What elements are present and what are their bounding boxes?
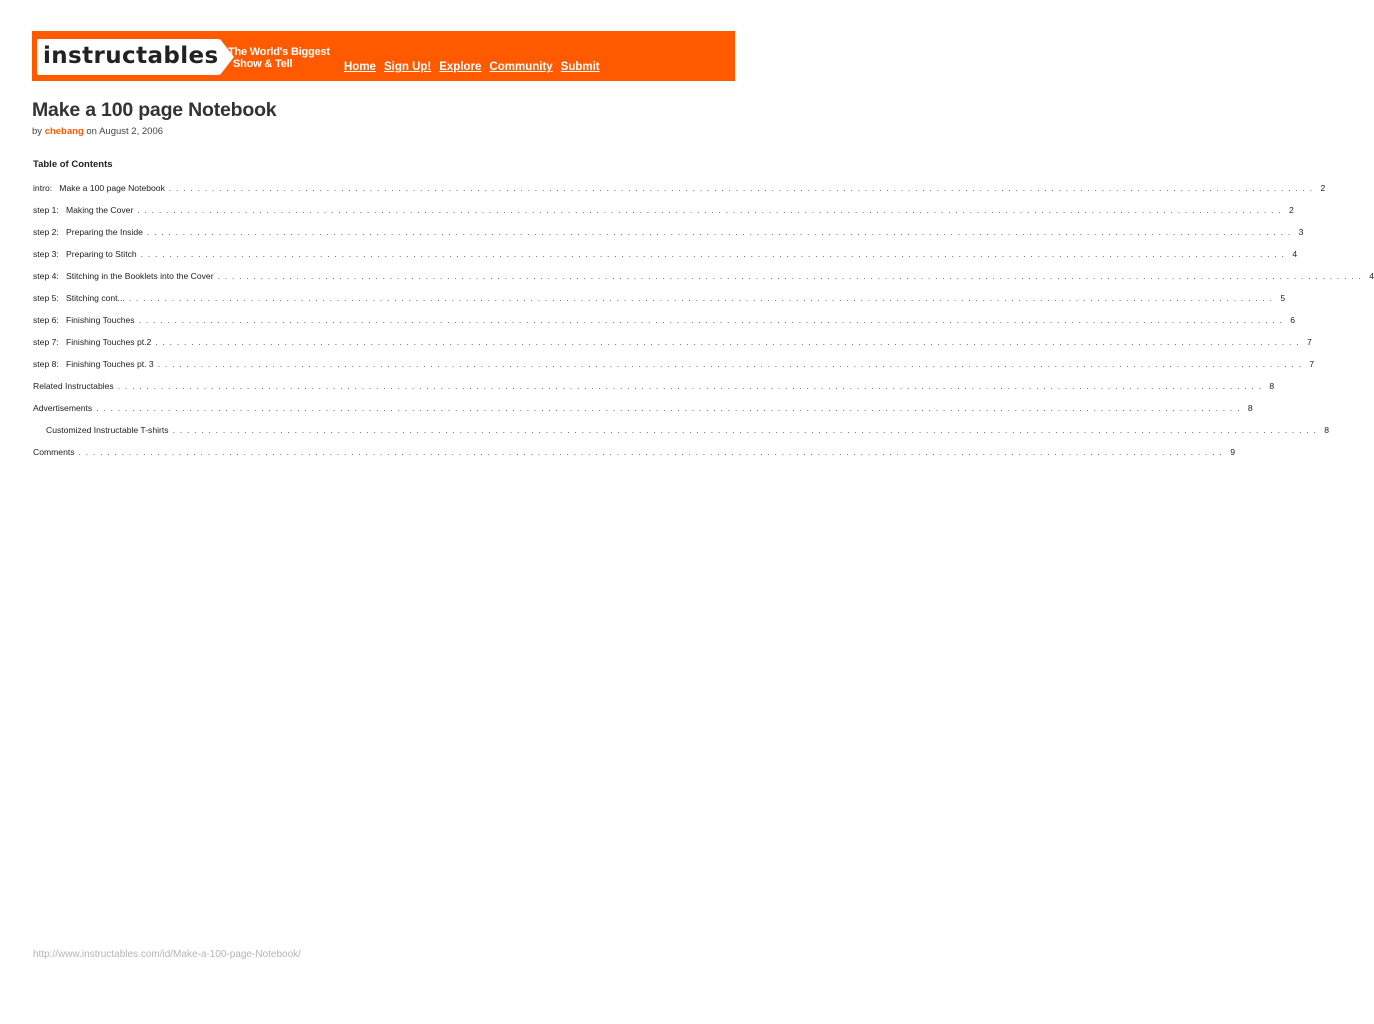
toc-entry-label: Make a 100 page Notebook — [59, 183, 165, 193]
toc-entry-page: 5 — [1280, 293, 1286, 303]
toc-entry-page: 4 — [1369, 271, 1374, 281]
toc-entry-page: 2 — [1289, 205, 1294, 215]
toc-entry-prefix: step 7: — [33, 337, 66, 347]
byline-by: by — [32, 126, 43, 137]
tagline-line-2: Show & Tell — [233, 58, 293, 70]
toc-entry-prefix: step 1: — [33, 205, 66, 215]
toc-entry[interactable] — [33, 177, 1326, 199]
toc-heading: Table of Contents — [33, 159, 113, 170]
toc-entry[interactable] — [33, 199, 1294, 221]
toc-entry-label: Stitching cont... — [65, 293, 125, 303]
toc-entry-label: Related Instructables — [33, 381, 114, 391]
toc-entry[interactable] — [33, 221, 1304, 243]
table-of-contents — [33, 177, 1374, 463]
publish-date: August 2, 2006 — [99, 126, 164, 137]
toc-entry[interactable] — [33, 309, 1296, 331]
byline — [32, 126, 163, 137]
toc-leader-dots: . . . . . . . . . . . . . . . . . . . . . . . . . . . . . . . . . . . . . . . . . . . . . . . . . . . . . . . . . . . . . . . . . . . . . . . . . . . . . . . . . . . . . . . . . . . . . . . . . . . . . . . . . . . . . . . . . . . . . . . . . . . . . . . . . . . . . . . . . . . . . . . . . . . . . . . . . . . . . . . . — [157, 359, 1303, 369]
toc-entry[interactable] — [33, 397, 1253, 419]
toc-entry-label: Preparing to Stitch — [65, 249, 137, 259]
toc-entry-page: 7 — [1307, 337, 1312, 347]
main-nav — [344, 61, 608, 73]
toc-entry-label: Making the Cover — [65, 205, 134, 215]
toc-entry-prefix: step 5: — [33, 293, 66, 303]
page-title: Make a 100 page Notebook — [32, 99, 277, 121]
footer-url[interactable]: http://www.instructables.com/id/Make-a-100-page-Notebook/ — [33, 949, 301, 960]
toc-entry[interactable] — [33, 353, 1315, 375]
toc-entry[interactable] — [33, 441, 1235, 463]
toc-entry-label: Advertisements — [33, 403, 93, 413]
toc-leader-dots: . . . . . . . . . . . . . . . . . . . . . . . . . . . . . . . . . . . . . . . . . . . . . . . . . . . . . . . . . . . . . . . . . . . . . . . . . . . . . . . . . . . . . . . . . . . . . . . . . . . . . . . . . . . . . . . . . . . . . . . . . . . . . . . . . . . . . . . . . . . . . . . . . . . . . . . . . . . . . . . . — [168, 183, 1314, 193]
toc-leader-dots: . . . . . . . . . . . . . . . . . . . . . . . . . . . . . . . . . . . . . . . . . . . . . . . . . . . . . . . . . . . . . . . . . . . . . . . . . . . . . . . . . . . . . . . . . . . . . . . . . . . . . . . . . . . . . . . . . . . . . . . . . . . . . . . . . . . . . . . . . . . . . . . . . . . . . . . . . . . . . . . . — [96, 403, 1241, 413]
tagline-line-1: The World's Biggest — [228, 46, 330, 58]
toc-entry-page: 7 — [1309, 359, 1315, 369]
toc-leader-dots: . . . . . . . . . . . . . . . . . . . . . . . . . . . . . . . . . . . . . . . . . . . . . . . . . . . . . . . . . . . . . . . . . . . . . . . . . . . . . . . . . . . . . . . . . . . . . . . . . . . . . . . . . . . . . . . . . . . . . . . . . . . . . . . . . . . . . . . . . . . . . . . . . . . . . . . . . . . . . . . . — [137, 205, 1282, 215]
toc-entry[interactable] — [33, 287, 1286, 309]
toc-entry[interactable] — [33, 375, 1275, 397]
toc-leader-dots: . . . . . . . . . . . . . . . . . . . . . . . . . . . . . . . . . . . . . . . . . . . . . . . . . . . . . . . . . . . . . . . . . . . . . . . . . . . . . . . . . . . . . . . . . . . . . . . . . . . . . . . . . . . . . . . . . . . . . . . . . . . . . . . . . . . . . . . . . . . . . . . . . . . . . . . . . . . . . . . . — [128, 293, 1274, 303]
byline-on: on — [86, 126, 97, 137]
nav-home-link[interactable]: Home — [344, 61, 376, 73]
toc-leader-dots: . . . . . . . . . . . . . . . . . . . . . . . . . . . . . . . . . . . . . . . . . . . . . . . . . . . . . . . . . . . . . . . . . . . . . . . . . . . . . . . . . . . . . . . . . . . . . . . . . . . . . . . . . . . . . . . . . . . . . . . . . . . . . . . . . . . . . . . . . . . . . . . . . . . . . . . . . . . . . . . . — [146, 227, 1292, 237]
toc-leader-dots: . . . . . . . . . . . . . . . . . . . . . . . . . . . . . . . . . . . . . . . . . . . . . . . . . . . . . . . . . . . . . . . . . . . . . . . . . . . . . . . . . . . . . . . . . . . . . . . . . . . . . . . . . . . . . . . . . . . . . . . . . . . . . . . . . . . . . . . . . . . . . . . . . . . . . . . . . . . . . . . . — [155, 337, 1300, 347]
toc-entry[interactable] — [33, 243, 1298, 265]
toc-leader-dots: . . . . . . . . . . . . . . . . . . . . . . . . . . . . . . . . . . . . . . . . . . . . . . . . . . . . . . . . . . . . . . . . . . . . . . . . . . . . . . . . . . . . . . . . . . . . . . . . . . . . . . . . . . . . . . . . . . . . . . . . . . . . . . . . . . . . . . . . . . . . . . . . . . . . . . . . . . . . . . . . — [172, 425, 1318, 435]
toc-entry-label: Comments — [33, 447, 75, 457]
toc-leader-dots: . . . . . . . . . . . . . . . . . . . . . . . . . . . . . . . . . . . . . . . . . . . . . . . . . . . . . . . . . . . . . . . . . . . . . . . . . . . . . . . . . . . . . . . . . . . . . . . . . . . . . . . . . . . . . . . . . . . . . . . . . . . . . . . . . . . . . . . . . . . . . . . . . . . . . . . . . . . . . . . . — [140, 249, 1286, 259]
toc-leader-dots: . . . . . . . . . . . . . . . . . . . . . . . . . . . . . . . . . . . . . . . . . . . . . . . . . . . . . . . . . . . . . . . . . . . . . . . . . . . . . . . . . . . . . . . . . . . . . . . . . . . . . . . . . . . . . . . . . . . . . . . . . . . . . . . . . . . . . . . . . . . . . . . . . . . . . . . . . . . . . . . . — [217, 271, 1363, 281]
toc-entry-label: Finishing Touches — [65, 315, 135, 325]
toc-entry[interactable] — [33, 331, 1312, 353]
toc-entry-label: Customized Instructable T-shirts — [46, 425, 169, 435]
nav-explore-link[interactable]: Explore — [439, 61, 482, 73]
tagline — [228, 46, 330, 70]
toc-entry-page: 3 — [1298, 227, 1304, 237]
toc-entry[interactable] — [33, 419, 1330, 441]
nav-signup-link[interactable]: Sign Up! — [383, 61, 432, 73]
toc-entry[interactable] — [33, 265, 1374, 287]
toc-entry-prefix: step 8: — [33, 359, 66, 369]
toc-entry-prefix: step 3: — [33, 249, 66, 259]
toc-entry-prefix: step 2: — [33, 227, 66, 237]
toc-entry-label: Finishing Touches pt. 3 — [65, 359, 154, 369]
nav-submit-link[interactable]: Submit — [560, 61, 600, 73]
toc-entry-page: 9 — [1230, 447, 1235, 457]
toc-entry-page: 2 — [1320, 183, 1326, 193]
toc-entry-label: Stitching in the Booklets into the Cover — [65, 271, 214, 281]
toc-entry-page: 6 — [1290, 315, 1296, 325]
toc-leader-dots: . . . . . . . . . . . . . . . . . . . . . . . . . . . . . . . . . . . . . . . . . . . . . . . . . . . . . . . . . . . . . . . . . . . . . . . . . . . . . . . . . . . . . . . . . . . . . . . . . . . . . . . . . . . . . . . . . . . . . . . . . . . . . . . . . . . . . . . . . . . . . . . . . . . . . . . . . . . . . . . . — [138, 315, 1284, 325]
author-link[interactable]: chebang — [44, 126, 84, 137]
toc-entry-label: Finishing Touches pt.2 — [65, 337, 152, 347]
toc-entry-prefix: step 6: — [33, 315, 66, 325]
toc-entry-page: 4 — [1292, 249, 1298, 259]
toc-entry-page: 8 — [1269, 381, 1275, 391]
toc-entry-page: 8 — [1247, 403, 1253, 413]
toc-entry-prefix: step 4: — [33, 271, 66, 281]
logo-text: instructables — [43, 43, 219, 69]
toc-entry-prefix: intro: — [33, 183, 60, 193]
logo[interactable] — [37, 39, 220, 75]
nav-community-link[interactable]: Community — [489, 61, 553, 73]
toc-entry-label: Preparing the Inside — [65, 227, 143, 237]
toc-entry-page: 8 — [1324, 425, 1330, 435]
header-banner — [32, 31, 735, 81]
toc-leader-dots: . . . . . . . . . . . . . . . . . . . . . . . . . . . . . . . . . . . . . . . . . . . . . . . . . . . . . . . . . . . . . . . . . . . . . . . . . . . . . . . . . . . . . . . . . . . . . . . . . . . . . . . . . . . . . . . . . . . . . . . . . . . . . . . . . . . . . . . . . . . . . . . . . . . . . . . . . . . . . . . . — [117, 381, 1263, 391]
toc-leader-dots: . . . . . . . . . . . . . . . . . . . . . . . . . . . . . . . . . . . . . . . . . . . . . . . . . . . . . . . . . . . . . . . . . . . . . . . . . . . . . . . . . . . . . . . . . . . . . . . . . . . . . . . . . . . . . . . . . . . . . . . . . . . . . . . . . . . . . . . . . . . . . . . . . . . . . . . . . . . . . . . . — [78, 447, 1223, 457]
